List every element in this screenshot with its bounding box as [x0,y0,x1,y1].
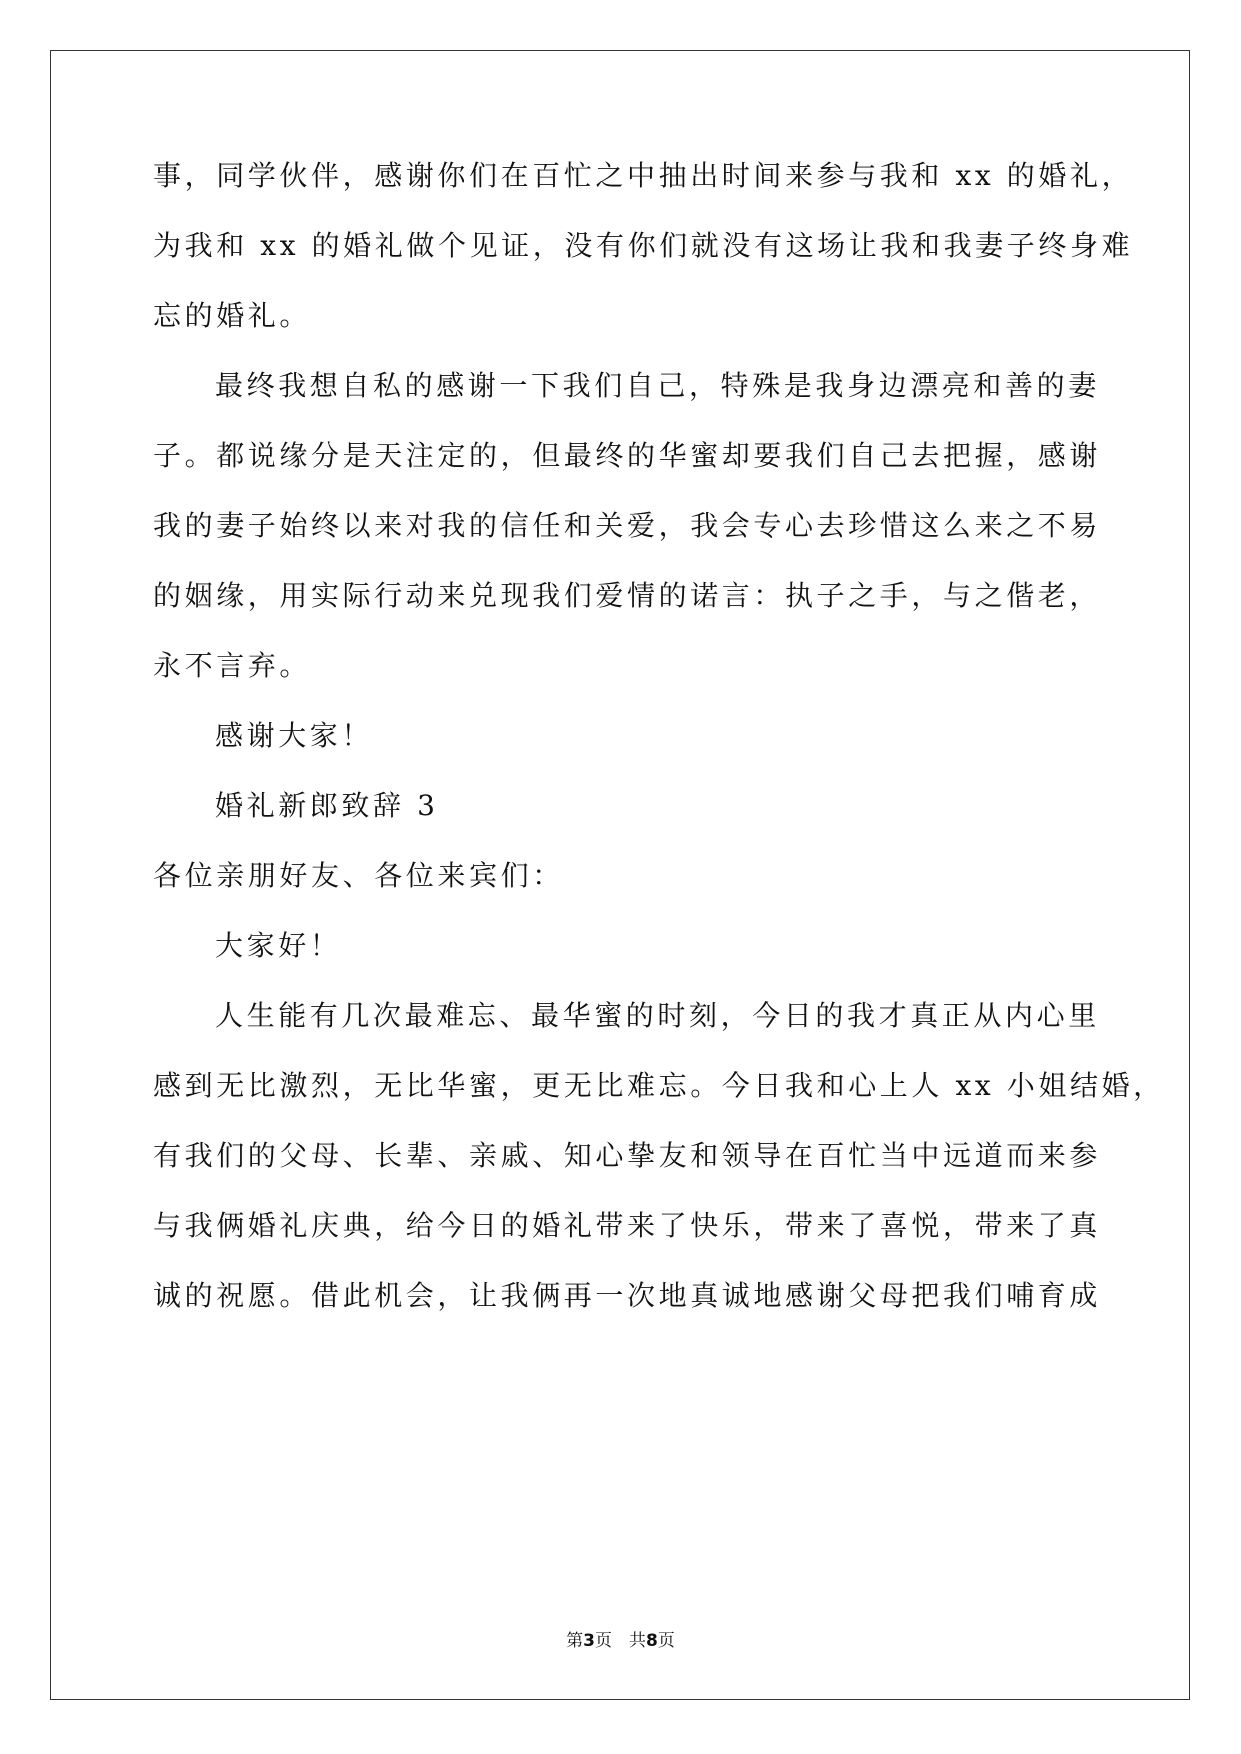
total-page-count: 8 [646,1631,658,1651]
text-line: 最终我想自私的感谢一下我们自己，特殊是我身边漂亮和善的妻 [215,369,1100,402]
text-line: 为我和 xx 的婚礼做个见证，没有你们就没有这场让我和我妻子终身难 [153,229,1134,262]
footer-suffix: 页 [657,1631,675,1651]
section-heading: 婚礼新郎致辞 3 [215,789,439,822]
text-line: 人生能有几次最难忘、最华蜜的时刻，今日的我才真正从内心里 [215,999,1100,1032]
text-line: 子。都说缘分是天注定的，但最终的华蜜却要我们自己去把握，感谢 [153,439,1102,472]
footer-middle: 页 共 [595,1631,646,1651]
text-line: 感谢大家！ [215,719,374,752]
text-line: 有我们的父母、长辈、亲戚、知心挚友和领导在百忙当中远道而来参 [153,1139,1102,1172]
text-line: 与我俩婚礼庆典，给今日的婚礼带来了快乐，带来了喜悦，带来了真 [153,1209,1102,1242]
greeting: 大家好！ [215,929,342,962]
text-line: 我的妻子始终以来对我的信任和关爱，我会专心去珍惜这么来之不易 [153,509,1102,542]
text-line: 忘的婚礼。 [153,299,312,332]
text-line: 诚的祝愿。借此机会，让我俩再一次地真诚地感谢父母把我们哺育成 [153,1279,1102,1312]
text-line: 事，同学伙伴，感谢你们在百忙之中抽出时间来参与我和 xx 的婚礼， [153,159,1134,192]
salutation: 各位亲朋好友、各位来宾们： [153,859,564,892]
text-line: 永不言弃。 [153,649,312,682]
current-page-number: 3 [583,1631,595,1651]
page-footer [0,1633,1241,1650]
text-line: 感到无比激烈，无比华蜜，更无比难忘。今日我和心上人 xx 小姐结婚， [153,1069,1165,1102]
footer-prefix: 第 [566,1631,584,1651]
text-line: 的姻缘，用实际行动来兑现我们爱情的诺言：执子之手，与之偕老， [153,579,1102,612]
